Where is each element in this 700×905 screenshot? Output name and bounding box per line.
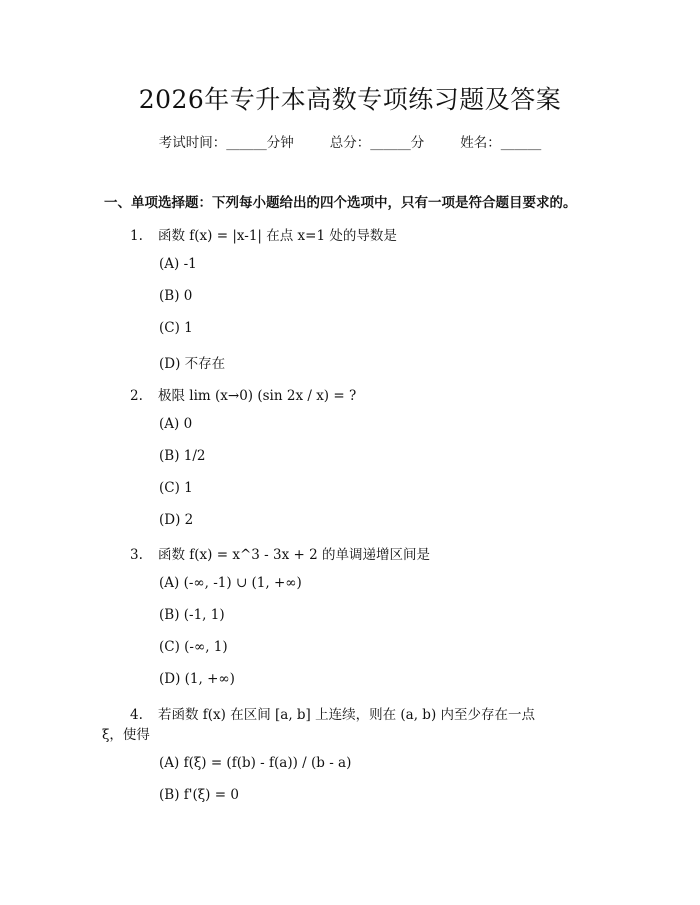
question-number: 4. [130, 707, 143, 723]
document-title: 2026年专升本高数专项练习题及答案 [138, 85, 562, 114]
question-text: 函数 f(x) = |x-1| 在点 x=1 处的导数是 [158, 228, 397, 244]
exam-meta-line [0, 131, 700, 151]
question-text: 函数 f(x) = x^3 - 3x + 2 的单调递增区间是 [158, 547, 430, 563]
question-4 [130, 703, 535, 723]
option-2d: (D) 2 [159, 512, 194, 528]
question-3 [130, 543, 430, 563]
option-1d: (D) 不存在 [159, 356, 226, 372]
exam-time-field: 考试时间：______分钟 [158, 135, 294, 151]
question-number: 1. [130, 228, 143, 244]
option-1c: (C) 1 [159, 320, 193, 336]
student-name-field: 姓名：______ [460, 135, 542, 151]
option-1a: (A) -1 [159, 256, 197, 272]
option-4b: (B) f'(ξ) = 0 [159, 787, 239, 803]
question-text: 极限 lim (x→0) (sin 2x / x) = ? [158, 388, 357, 404]
total-score-field: 总分：______分 [329, 135, 425, 151]
option-2b: (B) 1/2 [159, 448, 206, 464]
option-4a: (A) f(ξ) = (f(b) - f(a)) / (b - a) [159, 755, 352, 771]
option-3c: (C) (-∞, 1) [159, 639, 228, 655]
question-2 [130, 384, 356, 404]
option-1b: (B) 0 [159, 288, 193, 304]
option-2a: (A) 0 [159, 416, 193, 432]
question-1 [130, 224, 397, 244]
question-number: 3. [130, 547, 143, 563]
option-2c: (C) 1 [159, 480, 193, 496]
option-3a: (A) (-∞, -1) ∪ (1, +∞) [159, 575, 302, 591]
question-text: 若函数 f(x) 在区间 [a, b] 上连续，则在 (a, b) 内至少存在一点 [158, 707, 536, 723]
option-3b: (B) (-1, 1) [159, 607, 225, 623]
section-heading: 一、单项选择题：下列每小题给出的四个选项中，只有一项是符合题目要求的。 [104, 195, 577, 211]
question-4-continued: ξ，使得 [102, 727, 150, 743]
option-3d: (D) (1, +∞) [159, 671, 235, 687]
question-number: 2. [130, 388, 143, 404]
